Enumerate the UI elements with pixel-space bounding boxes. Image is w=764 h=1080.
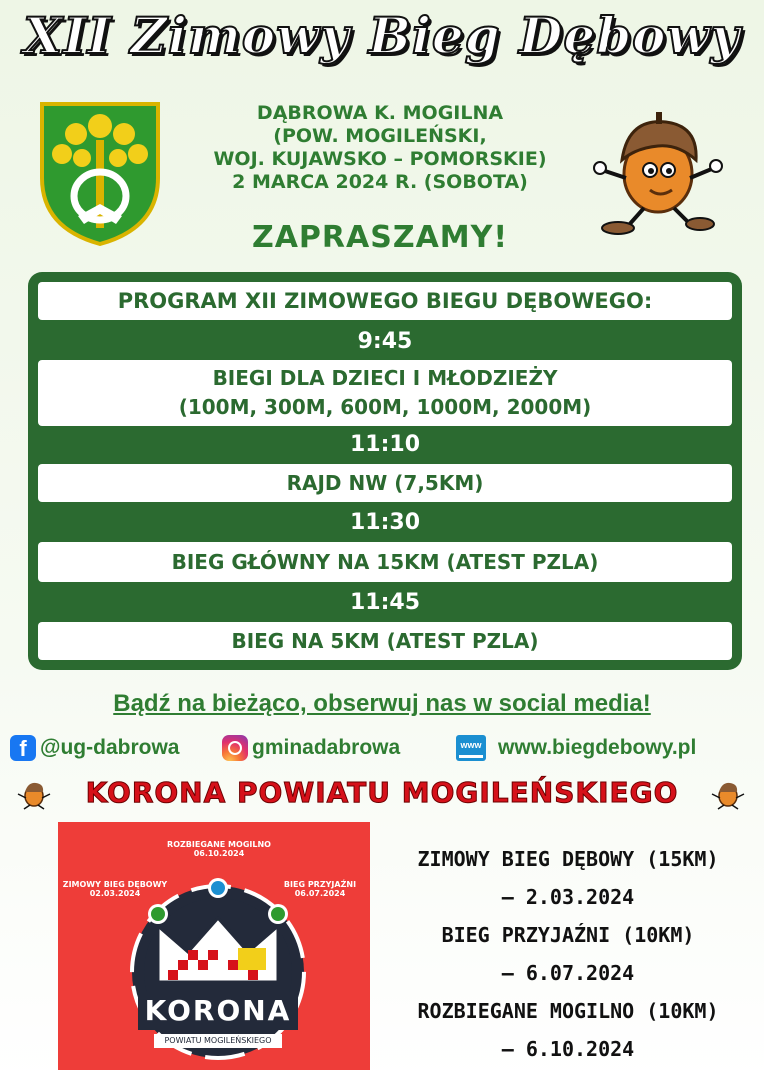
social-links <box>10 730 760 766</box>
badge-left-race: ZIMOWY BIEG DĘBOWY <box>62 880 168 889</box>
acorn-mascot-icon <box>588 108 728 236</box>
event-voivodeship: WOJ. KUJAWSKO – POMORSKIE) <box>213 148 547 170</box>
race-date: – 2.03.2024 <box>501 885 635 909</box>
badge-right-label <box>272 880 368 898</box>
crown-emblem-icon <box>58 822 370 1070</box>
slot-time: 11:45 <box>349 590 421 615</box>
badge-subname: POWIATU MOGILEŃSKIEGO <box>164 1036 272 1045</box>
mini-mascot-icon <box>708 780 748 810</box>
korona-heading: KORONA POWIATU MOGILEŃSKIEGO <box>85 776 679 809</box>
website-icon: www <box>456 735 486 761</box>
slot-time: 9:45 <box>357 329 413 354</box>
badge-right-race: BIEG PRZYJAŹNI <box>283 880 357 889</box>
slot-description <box>38 360 732 426</box>
race-item: BIEG PRZYJAŹNI (10KM) <box>441 923 695 947</box>
race-item: ROZBIEGANE MOGILNO (10KM) <box>417 999 719 1023</box>
korona-races-list <box>388 840 748 1068</box>
badge-right-date: 06.07.2024 <box>294 889 346 898</box>
event-county: (POW. MOGILEŃSKI, <box>273 125 487 147</box>
website-url: www.biegdebowy.pl <box>498 736 697 759</box>
race-date: – 6.10.2024 <box>501 1037 635 1061</box>
program-heading: PROGRAM XII ZIMOWEGO BIEGU DĘBOWEGO: <box>38 282 732 320</box>
slot-description: BIEG GŁÓWNY NA 15KM (ATEST PZLA) <box>38 542 732 582</box>
website-link[interactable] <box>456 732 696 764</box>
poster-title: XII Zimowy Bieg Dębowy <box>23 6 741 65</box>
coat-of-arms-icon <box>38 100 162 246</box>
instagram-handle: gminadabrowa <box>252 736 401 759</box>
event-location: DĄBROWA K. MOGILNA <box>256 102 504 124</box>
program-box <box>28 272 742 670</box>
slot-description: BIEG NA 5KM (ATEST PZLA) <box>38 622 732 660</box>
mini-mascot-icon <box>14 780 54 810</box>
badge-left-label <box>58 880 172 898</box>
invite-text: ZAPRASZAMY! <box>251 220 509 255</box>
event-details <box>180 102 580 194</box>
instagram-link[interactable] <box>222 732 400 764</box>
badge-name: KORONA <box>144 994 292 1027</box>
facebook-icon: f <box>10 735 36 761</box>
race-item: ZIMOWY BIEG DĘBOWY (15KM) <box>417 847 719 871</box>
facebook-link[interactable] <box>10 732 179 764</box>
slot-time: 11:10 <box>349 432 421 457</box>
facebook-handle: @ug-dabrowa <box>40 736 180 759</box>
instagram-icon <box>222 735 248 761</box>
badge-left-date: 02.03.2024 <box>89 889 141 898</box>
korona-badge <box>58 822 370 1070</box>
race-date: – 6.07.2024 <box>501 961 635 985</box>
slot-line: (100M, 300M, 600M, 1000M, 2000M) <box>178 395 592 419</box>
slot-description: RAJD NW (7,5KM) <box>38 464 732 502</box>
slot-line: BIEGI DLA DZIECI I MŁODZIEŻY <box>212 366 558 390</box>
social-heading: Bądź na bieżąco, obserwuj nas w social media! <box>113 690 651 717</box>
badge-top-label <box>154 840 284 858</box>
event-date: 2 MARCA 2024 R. (SOBOTA) <box>232 171 528 193</box>
slot-time: 11:30 <box>349 510 421 535</box>
badge-top-date: 06.10.2024 <box>193 849 245 858</box>
badge-top-race: ROZBIEGANE MOGILNO <box>167 840 271 849</box>
